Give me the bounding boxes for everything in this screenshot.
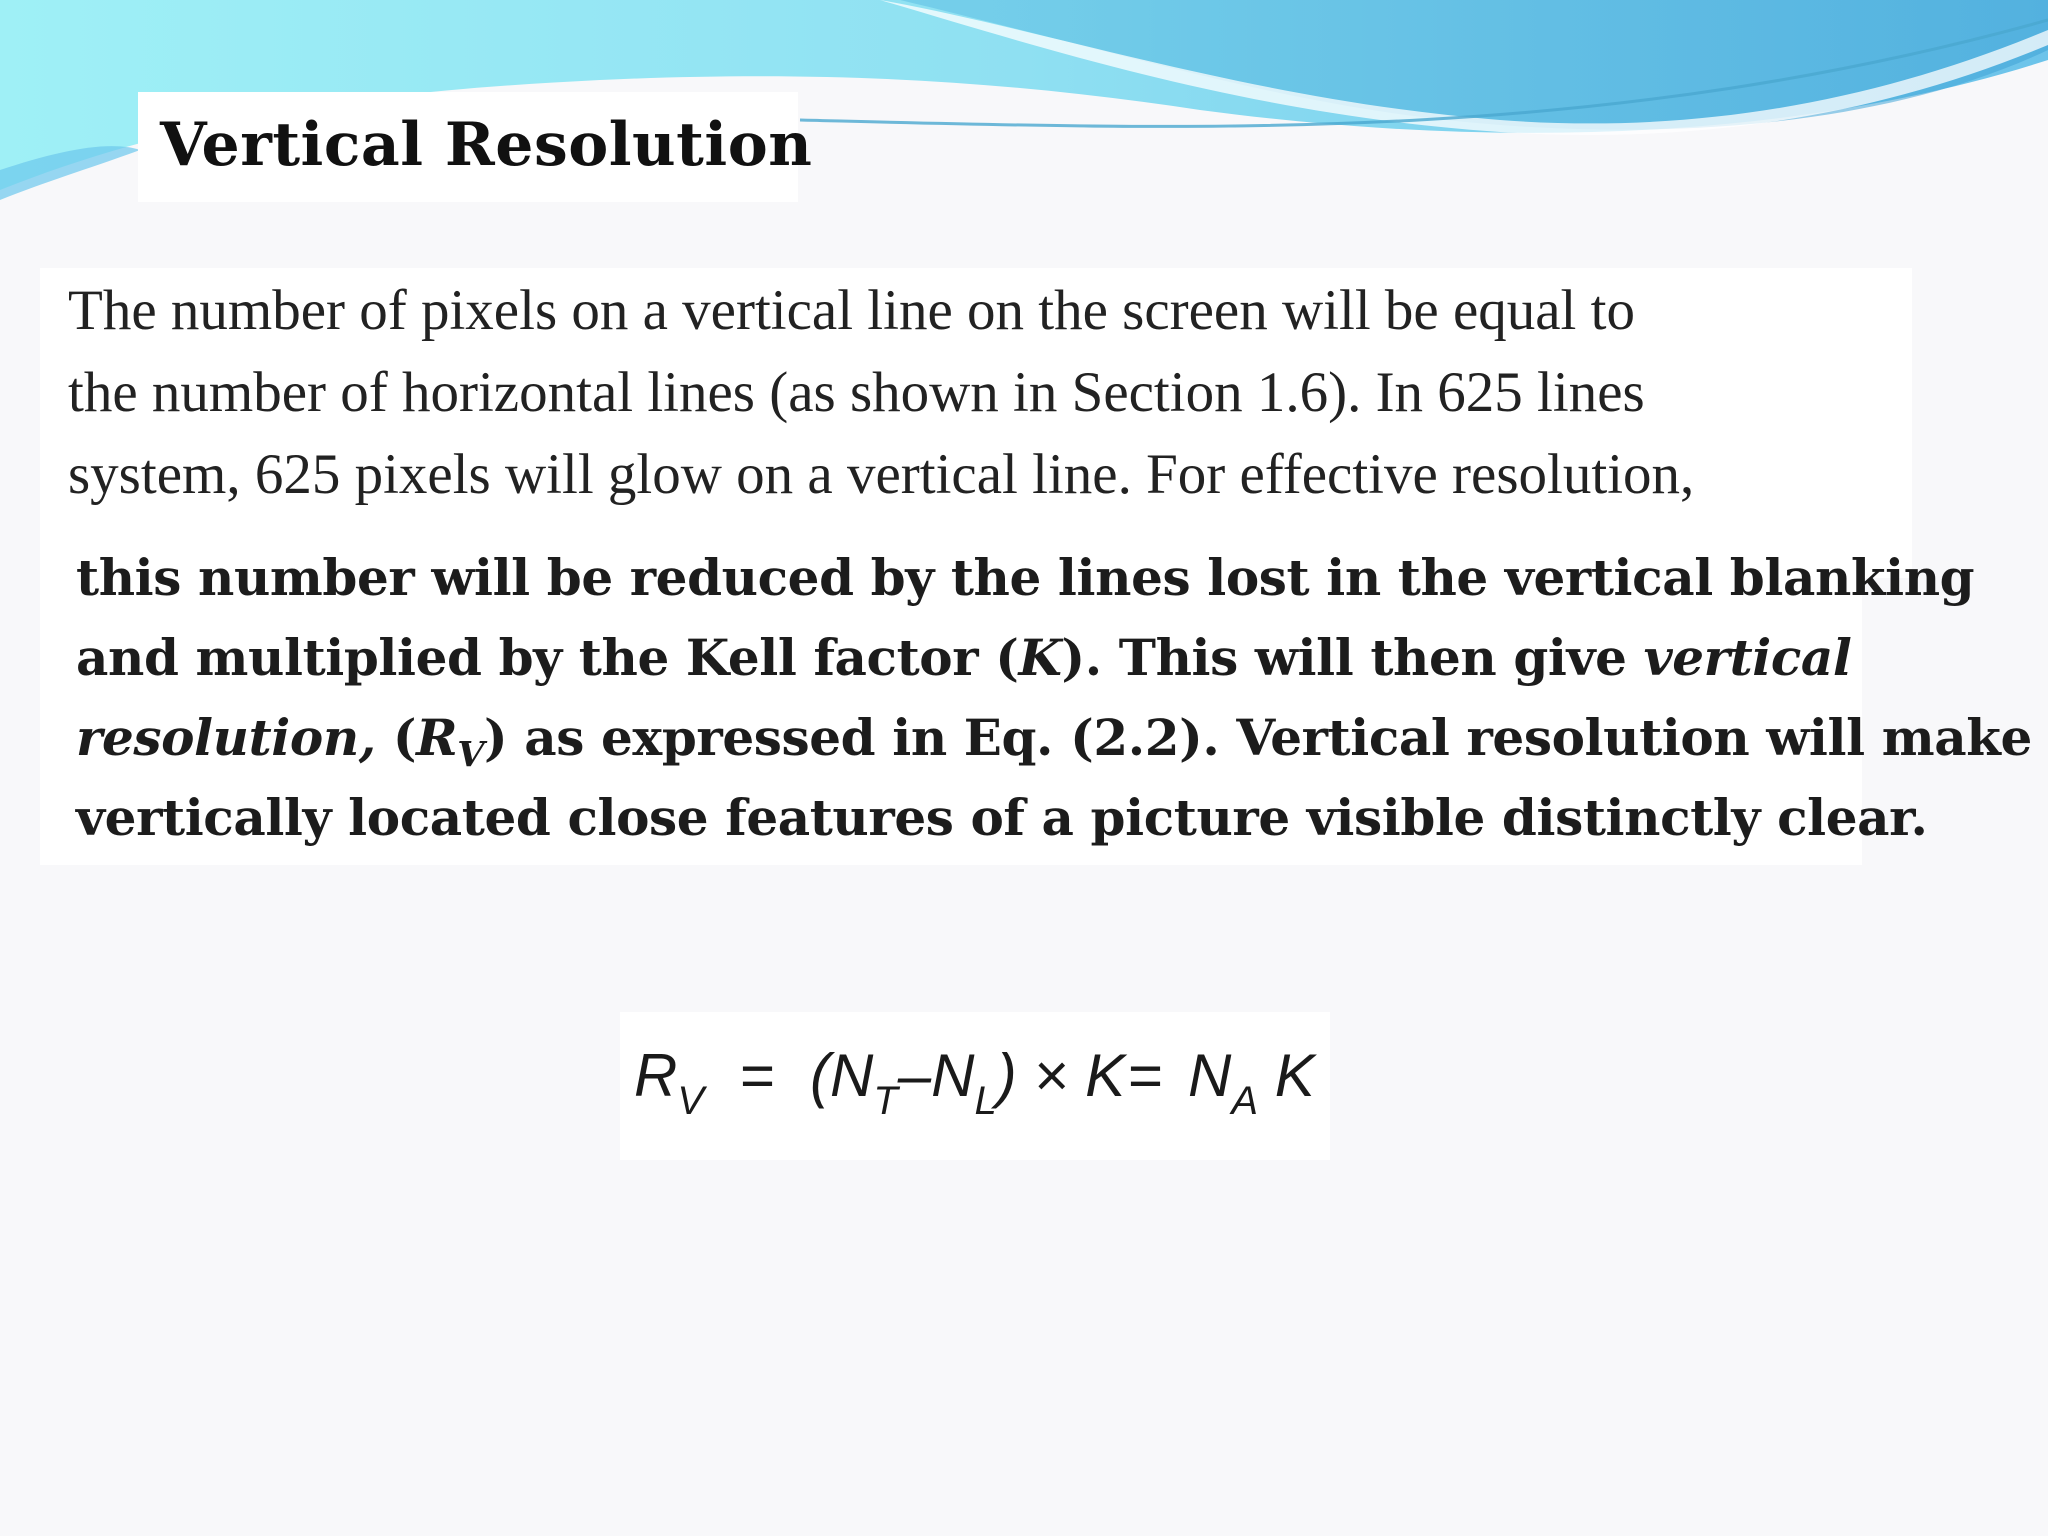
paragraph-2-line-3-italic: resolution, — [76, 708, 376, 767]
paragraph-2-line-3-paren: ( — [375, 708, 417, 767]
equation-l-subscript: L — [974, 1079, 997, 1123]
equation-k: K — [1258, 1042, 1315, 1109]
equation-r-subscript: V — [677, 1079, 705, 1123]
equation-nt: (N — [810, 1042, 874, 1109]
kell-factor-symbol: K — [1018, 628, 1062, 687]
equation-lhs — [634, 1042, 705, 1123]
paragraph-2-line-2-start: and multiplied by the Kell factor ( — [76, 628, 1019, 687]
equation-middle — [810, 1042, 1126, 1123]
equation-rhs — [1188, 1042, 1315, 1123]
equation-box — [620, 1012, 1330, 1160]
slide-title: Vertical Resolution — [160, 110, 813, 180]
title-box — [138, 92, 813, 202]
equation-nl: –N — [897, 1042, 975, 1109]
equation-equals-2: = — [1128, 1042, 1164, 1109]
paragraph-2-line-3-rest: ) as expressed in Eq. (2.2). Vertical resolution will make — [484, 708, 2032, 767]
equation-a-subscript: A — [1231, 1079, 1259, 1123]
equation-na: N — [1188, 1042, 1232, 1109]
paragraph-2-line-2-mid: ). This will then give — [1061, 628, 1644, 687]
rv-subscript: V — [457, 733, 484, 775]
paragraph-2-line-3 — [76, 708, 2032, 775]
paragraph-2-line-1: this number will be reduced by the lines lost in the vertical blanking — [76, 548, 1975, 607]
equation-r: R — [634, 1042, 678, 1109]
paragraph-2-line-2-italic: vertical — [1643, 628, 1852, 687]
paragraph-1-line-1: The number of pixels on a vertical line on the screen will be equal to — [68, 279, 1635, 342]
paragraph-2-line-4: vertically located close features of a picture visible distinctly clear. — [76, 788, 1928, 847]
rv-symbol: R — [416, 708, 458, 767]
paragraph-1-line-3: system, 625 pixels will glow on a vertical line. For effective resolution, — [68, 443, 1695, 506]
equation-equals-1: = — [740, 1042, 776, 1109]
paragraph-1-line-2: the number of horizontal lines (as shown in Section 1.6). In 625 lines — [68, 361, 1645, 424]
equation-times-k: ) × K — [996, 1042, 1126, 1109]
paragraph-2-line-2 — [76, 628, 1852, 687]
equation-t-subscript: T — [873, 1079, 898, 1123]
